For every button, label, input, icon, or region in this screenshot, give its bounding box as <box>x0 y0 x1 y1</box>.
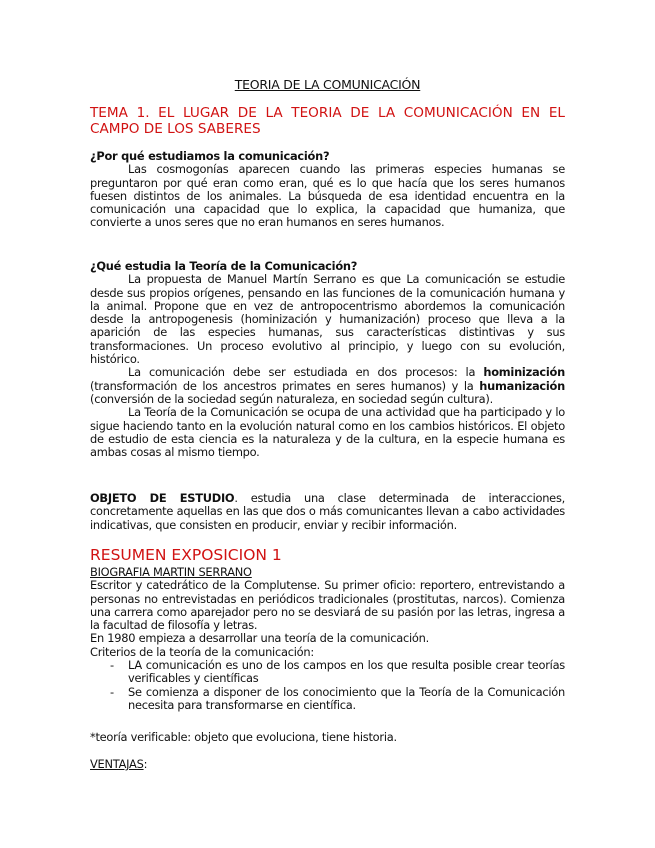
section-biografia <box>90 566 565 712</box>
list-item: - Se comienza a disponer de los conocimiento que la Teoría de la Comunicación necesita para transformarse en científica. <box>110 684 565 712</box>
paragraph-biografia: Escritor y catedrático de la Complutense. Su primer oficio: reportero, entrevistando a personas no entrevistadas en periódicos tradicionales (prostitutas, narcos). Comienza una carrera como aparejador pero no se desviará de su pasión por las letras, ingresa a la facultad de filosofía y letras. <box>90 578 565 633</box>
biografia-title: BIOGRAFIA MARTIN SERRANO <box>90 565 252 579</box>
line-1980: En 1980 empieza a desarrollar una teoría de la comunicación. <box>90 631 429 646</box>
criterios-list <box>90 659 565 712</box>
question-what: ¿Qué estudia la Teoría de la Comunicación? <box>90 259 358 273</box>
note-verificable: *teoría verificable: objeto que evoluciona, tiene historia. <box>90 730 397 744</box>
section-what <box>90 260 565 459</box>
criterios-label: Criterios de la teoría de la comunicación: <box>90 644 314 659</box>
objeto-label: OBJETO DE ESTUDIO <box>90 491 235 505</box>
paragraph-objeto: OBJETO DE ESTUDIO. estudia una clase determinada de interacciones, concretamente aquellas en las que dos o más comunicantes llevan a cabo actividades indicativas, que consisten en producir, enviar y recibir información. <box>90 491 565 532</box>
ventajas-label: VENTAJAS: <box>90 757 148 771</box>
question-why: ¿Por qué estudiamos la comunicación? <box>90 149 330 163</box>
paragraph-proposal: La propuesta de Manuel Martín Serrano es que La comunicación se estudie desde sus propios orígenes, pensando en las funciones de la comunicación humana y la animal. Propone que en vez de antropocentrismo abordemos la comunicación desde la antropogenesis (hominización y humanización) proceso que lleva a la aparición de las especies humanas, sus características distintivas y sus transformaciones. Un proceso evolutivo al principio, y luego con su evolución, histórico. <box>90 272 565 367</box>
document-title: TEORIA DE LA COMUNICACIÓN <box>234 77 421 92</box>
term-hominizacion: hominización <box>483 365 565 380</box>
paragraph-why: Las cosmogonías aparecen cuando las primeras especies humanas se preguntaron por qué eran como eran, qué es lo que hacía que los seres humanos fuesen distintos de los animales. La búsqueda de esa identidad encuentra en la comunicación una capacidad que lo explica, la capacidad que humaniza, que convierte a unos seres que no eran humanos en seres humanos. <box>90 162 565 230</box>
term-humanizacion: humanización <box>479 378 565 393</box>
list-item: - LA comunicación es uno de los campos en los que resulta posible crear teorías verificables y científicas <box>110 658 565 686</box>
paragraph-processes: La comunicación debe ser estudiada en dos procesos: la hominización (transformación de los ancestros primates en seres humanos) y la humanización (conversión de la sociedad según naturaleza, en sociedad según cultura). <box>90 365 565 406</box>
section-objeto <box>90 492 565 532</box>
resumen-heading: RESUMEN EXPOSICION 1 <box>90 546 282 564</box>
paragraph-theory: La Teoría de la Comunicación se ocupa de una actividad que ha participado y lo sigue haciendo tanto en la evolución natural como en los cambios históricos. El objeto de estudio de esta ciencia es la naturaleza y de la cultura, en la especie humana es ambas cosas al mismo tiempo. <box>90 405 565 460</box>
tema-heading: TEMA 1. EL LUGAR DE LA TEORIA DE LA COMUNICACIÓN EN EL CAMPO DE LOS SABERES <box>90 105 565 137</box>
section-why <box>90 150 565 230</box>
